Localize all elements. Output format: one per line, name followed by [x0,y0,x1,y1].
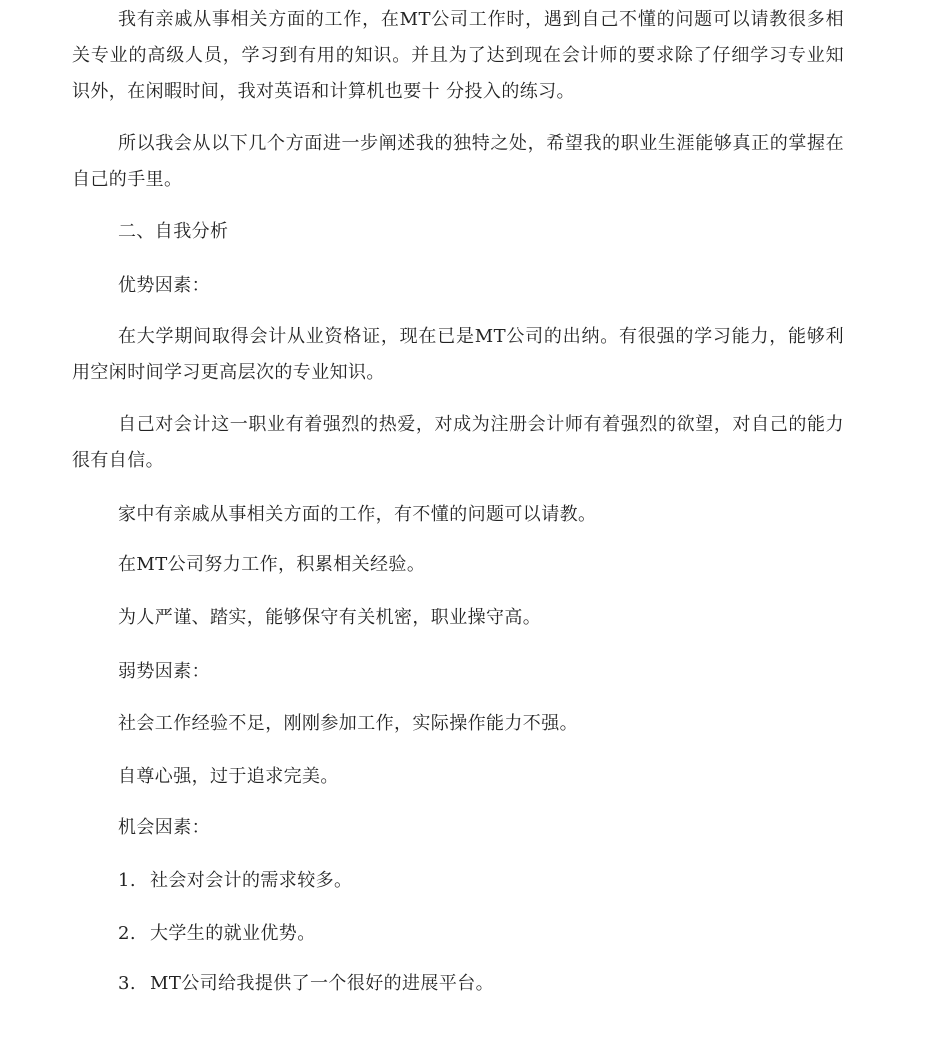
weakness-item-perfectionism: 自尊心强，过于追求完美。 [118,766,339,787]
section-heading-self-analysis: 二、自我分析 [118,221,229,242]
strengths-label: 优势因素： [118,275,210,296]
list-item [118,916,316,952]
weaknesses-label: 弱势因素： [118,661,210,682]
paragraph-qualification: 在大学期间取得会计从业资格证，现在已是MT公司的出纳。有很强的学习能力，能够利用空闲时间学习更高层次的专业知识。 [72,326,844,383]
paragraph-passion: 自己对会计这一职业有着强烈的热爱，对成为注册会计师有着强烈的欲望，对自己的能力很有自信。 [72,414,844,471]
list-item-number: 1. [118,870,136,891]
paragraph-relatives-and-study: 我有亲戚从事相关方面的工作，在MT公司工作时，遇到自己不懂的问题可以请教很多相关专业的高级人员，学习到有用的知识。并且为了达到现在会计师的要求除了仔细学习专业知识外，在闲暇时间，我对英语和计算机也要十 分投入的练习。 [72,9,844,102]
strength-item-experience: 在MT公司努力工作，积累相关经验。 [118,554,426,575]
paragraph-introduction: 所以我会从以下几个方面进一步阐述我的独特之处，希望我的职业生涯能够真正的掌握在自己的手里。 [72,133,844,190]
list-item [118,966,494,1002]
list-item [118,863,352,899]
opportunities-label: 机会因素： [118,817,210,838]
strength-item-integrity: 为人严谨、踏实，能够保守有关机密，职业操守高。 [118,607,542,628]
strength-item-relatives: 家中有亲戚从事相关方面的工作，有不懂的问题可以请教。 [118,504,597,525]
list-item-number: 3. [118,973,136,994]
list-item-text: 社会对会计的需求较多。 [150,870,353,891]
list-item-text: 大学生的就业优势。 [150,923,316,944]
list-item-number: 2. [118,923,136,944]
weakness-item-experience: 社会工作经验不足，刚刚参加工作，实际操作能力不强。 [118,713,578,734]
list-item-text: MT公司给我提供了一个很好的进展平台。 [150,973,495,994]
